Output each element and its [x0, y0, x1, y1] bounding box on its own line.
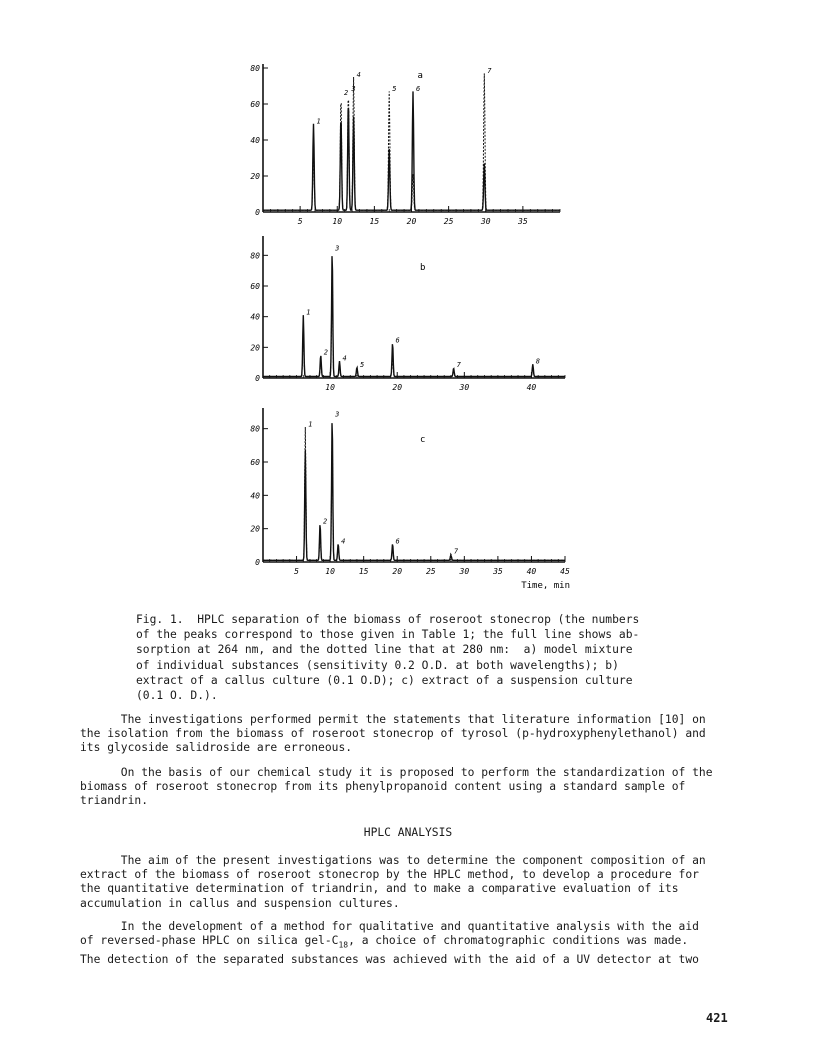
y-tick-label: 80: [250, 64, 260, 73]
y-tick-label: 80: [250, 424, 260, 434]
x-axis-title: Time, min: [521, 581, 570, 591]
peak-label: 5: [392, 85, 397, 94]
y-tick-label: 60: [250, 282, 260, 291]
peak-label: 4: [342, 354, 347, 363]
y-tick-label: 0: [255, 558, 260, 567]
paragraph-2: [80, 766, 740, 809]
x-tick-label: 20: [406, 217, 417, 226]
text-line: of reversed-phase HPLC on silica gel-$C_{18}$, a choice of chromatographic conditions was made.: [80, 934, 689, 950]
peak-label: 2: [343, 88, 349, 97]
y-tick-label: 0: [255, 374, 260, 383]
peak-label: 7: [487, 67, 492, 76]
x-tick-label: 35: [518, 217, 528, 226]
text-line: In the development of a method for qualitative and quantitative analysis with the aid: [80, 920, 699, 933]
peak-label: 1: [316, 117, 321, 126]
x-tick-label: 45: [560, 567, 570, 576]
peak-label: 1: [306, 308, 311, 317]
y-tick-label: 60: [250, 100, 260, 109]
figure-caption: [136, 612, 696, 703]
peak-label: 1: [308, 420, 313, 429]
x-tick-label: 35: [493, 567, 503, 576]
y-tick-label: 40: [250, 312, 260, 322]
peak-label: 3: [335, 410, 340, 419]
text-line: The investigations performed permit the statements that literature information [10] on: [80, 713, 706, 726]
text-line: accumulation in callus and suspension cultures.: [80, 896, 400, 910]
text-line: On the basis of our chemical study it is proposed to perform the standardization of the: [80, 766, 713, 779]
paragraph-3: [80, 854, 740, 911]
y-tick-label: 0: [255, 208, 260, 217]
x-tick-label: 10: [332, 217, 343, 226]
peak-label: 2: [323, 517, 328, 526]
x-tick-label: 40: [526, 383, 537, 392]
peak-label: 4: [356, 70, 361, 79]
x-tick-label: 10: [325, 567, 335, 576]
panel-label: a: [417, 71, 423, 81]
x-tick-label: 15: [358, 567, 369, 576]
caption-line: sorption at 264 nm, and the dotted line that at 280 nm: a) model mixture: [136, 643, 633, 657]
y-tick-label: 20: [250, 343, 260, 353]
text-line: extract of the biomass of roseroot stonecrop by the HPLC method, to develop a procedure for: [80, 868, 699, 882]
caption-line: extract of a callus culture (0.1 O.D); c) extract of a suspension culture: [136, 673, 633, 687]
peak-label: 6: [395, 537, 400, 546]
text-line: its glycoside salidroside are erroneous.: [80, 741, 353, 755]
x-tick-label: 30: [459, 567, 470, 576]
peak-label: 7: [453, 547, 459, 556]
peak-label: 5: [359, 360, 365, 369]
panel-label: b: [420, 263, 426, 273]
section-heading: HPLC ANALYSIS: [363, 826, 453, 839]
text-line: the quantitative determination of triandrin, and to make a comparative evaluation of its: [80, 882, 679, 896]
y-tick-label: 40: [250, 136, 260, 145]
y-tick-label: 80: [250, 251, 260, 261]
peak-label: 2: [323, 348, 328, 357]
y-tick-label: 40: [250, 491, 260, 501]
caption-line: (0.1 O. D.).: [136, 689, 218, 703]
x-tick-label: 25: [425, 567, 436, 576]
peak-label: 7: [456, 360, 461, 369]
trace-280nm: [263, 427, 565, 560]
x-tick-label: 25: [443, 217, 454, 226]
x-tick-label: 30: [480, 217, 491, 226]
peak-label: 4: [341, 537, 346, 546]
caption-line: of individual substances (sensitivity 0.2 O.D. at both wavelengths); b): [136, 658, 619, 672]
peak-label: 3: [351, 85, 356, 94]
x-tick-label: 20: [392, 567, 403, 576]
text-line: triandrin.: [80, 794, 149, 808]
x-tick-label: 20: [392, 383, 403, 392]
y-tick-label: 20: [250, 524, 260, 534]
trace-280nm: [263, 274, 565, 377]
peak-label: 3: [335, 244, 340, 253]
paragraph-4: [80, 920, 740, 967]
x-tick-label: 40: [526, 567, 537, 576]
text-line: biomass of roseroot stonecrop from its phenylpropanoid content using a standard sample of: [80, 780, 686, 794]
y-tick-label: 20: [250, 172, 260, 181]
paragraph-1: [80, 713, 740, 756]
caption-line: Fig. 1. HPLC separation of the biomass of roseroot stonecrop (the numbers: [136, 613, 640, 626]
x-tick-label: 15: [369, 217, 380, 226]
text-line: The aim of the present investigations was to determine the component composition of an: [80, 854, 706, 867]
x-tick-label: 30: [459, 383, 470, 392]
trace-264nm: [263, 88, 560, 210]
x-tick-label: 10: [325, 383, 335, 392]
x-tick-label: 5: [297, 217, 303, 226]
panel-label: c: [420, 435, 426, 445]
text-line: The detection of the separated substances was achieved with the aid of a UV detector at two: [80, 952, 699, 966]
y-tick-label: 60: [250, 458, 260, 467]
caption-line: of the peaks correspond to those given in Table 1; the full line shows ab-: [136, 628, 640, 642]
x-tick-label: 5: [294, 567, 299, 576]
peak-label: 8: [535, 357, 541, 366]
trace-264nm: [263, 420, 565, 560]
peak-label: 6: [415, 85, 421, 94]
text-line: the isolation from the biomass of roseroot stonecrop of tyrosol (p-hydroxyphenylethanol) and: [80, 727, 706, 741]
peak-label: 6: [395, 336, 400, 345]
page-number: 421: [706, 1011, 728, 1025]
